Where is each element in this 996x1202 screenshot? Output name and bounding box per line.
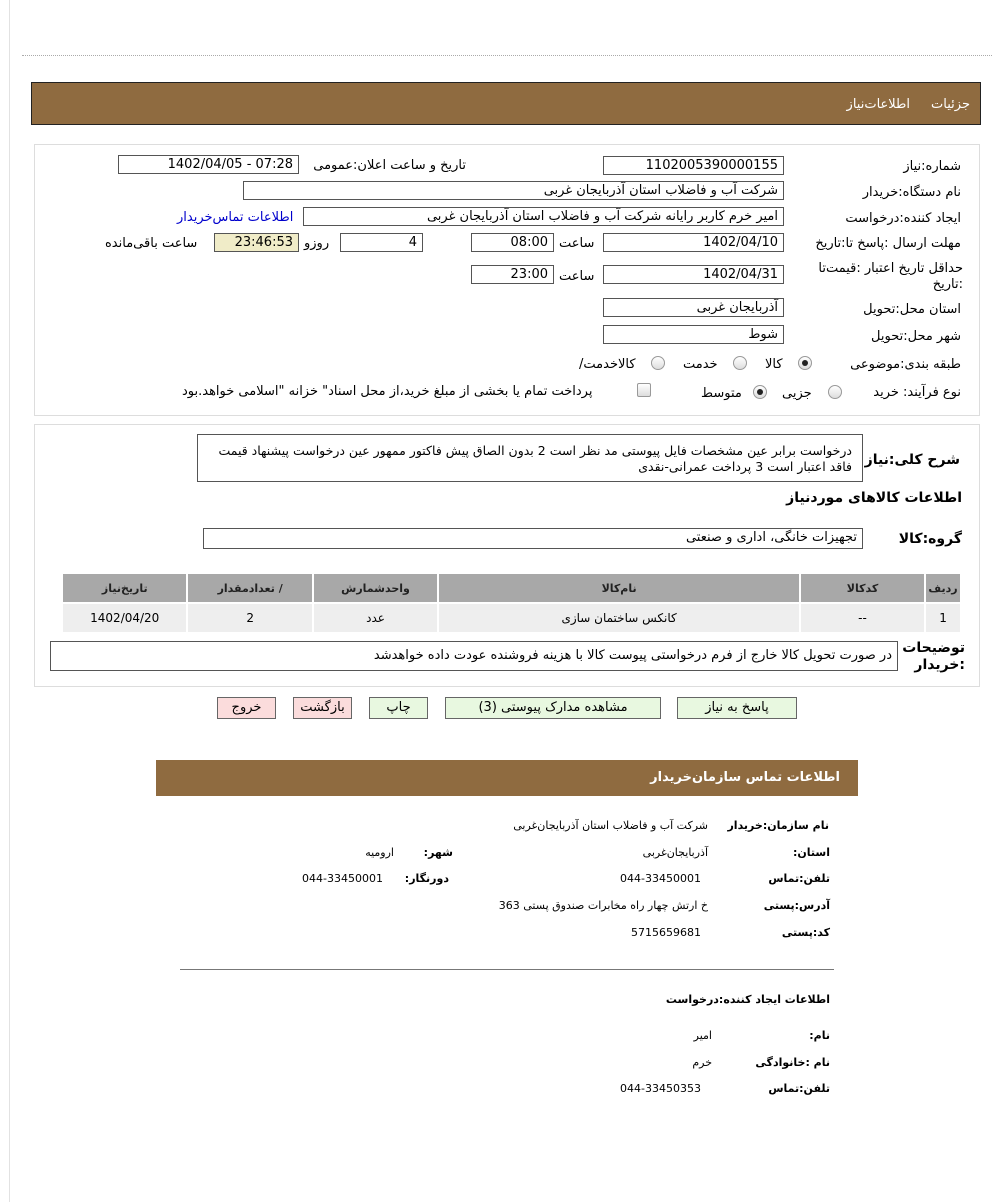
announce-label: تاریخ و ساعت اعلان:عمومی bbox=[313, 158, 466, 173]
reply-button[interactable]: پاسخ به نیاز bbox=[677, 697, 797, 719]
cell-unit: عدد bbox=[314, 604, 437, 632]
buyer-notes-label: توضیحات :خریدار bbox=[902, 640, 965, 673]
need-number-label: شماره:نیاز bbox=[903, 159, 961, 174]
cell-qty: 2 bbox=[188, 604, 311, 632]
items-table bbox=[61, 572, 962, 634]
validity-time-field bbox=[471, 265, 554, 284]
col-date: تاریخ‌نیاز bbox=[63, 574, 186, 602]
treasury-payment-checkbox[interactable] bbox=[637, 383, 651, 397]
contact-org-value: شرکت آب و فاضلاب استان آذربایجان‌غربی bbox=[513, 819, 708, 832]
remaining-value: 23:46:53 bbox=[234, 235, 293, 250]
category-radio-service[interactable] bbox=[733, 356, 747, 370]
contact-city-label: :شهر bbox=[423, 846, 453, 859]
table-row bbox=[63, 604, 960, 632]
deadline-time-label: ساعت bbox=[559, 236, 595, 251]
contact-address-label: آدرس:پستی bbox=[763, 899, 830, 912]
process-option-minor: جزیی bbox=[782, 386, 812, 401]
buyer-org-label: نام دستگاه:خریدار bbox=[862, 185, 961, 200]
col-name: نام‌کالا bbox=[439, 574, 799, 602]
province-label: استان محل:تحویل bbox=[863, 302, 961, 317]
category-option-goods-service: /کالاخدمت bbox=[579, 357, 636, 372]
contact-address-value: خ ارتش چهار راه مخابرات صندوق پستی 363 bbox=[498, 899, 708, 912]
creator-phone-label: تلفن:تماس bbox=[768, 1082, 830, 1095]
need-number-value: 1102005390000155 bbox=[645, 158, 778, 173]
left-border bbox=[9, 0, 10, 1202]
contact-phone-value: 044-33450001 bbox=[620, 872, 701, 885]
col-unit: واحدشمارش bbox=[314, 574, 437, 602]
contact-header-title: اطلاعات تماس سازمان‌خریدار bbox=[650, 770, 840, 785]
tab-need-info[interactable]: اطلاعات‌نیاز bbox=[846, 97, 910, 112]
deadline-date-value: 1402/04/10 bbox=[703, 235, 778, 250]
remaining-field bbox=[214, 233, 299, 252]
creator-name-label: :نام bbox=[809, 1029, 830, 1042]
creator-family-value: خرم bbox=[692, 1056, 712, 1069]
creator-phone-value: 044-33450353 bbox=[620, 1082, 701, 1095]
buyer-org-field: شرکت آب و فاضلاب استان آذربایجان غربی bbox=[243, 181, 784, 200]
print-button[interactable]: چاپ bbox=[369, 697, 428, 719]
deadline-date-field bbox=[603, 233, 784, 252]
category-option-service: خدمت bbox=[683, 357, 718, 372]
page-header-bar bbox=[31, 82, 981, 125]
buyer-contact-link[interactable]: اطلاعات تماس‌خریدار bbox=[177, 210, 294, 225]
process-radio-minor[interactable] bbox=[828, 385, 842, 399]
attachments-button[interactable]: مشاهده مدارک پیوستی (3) bbox=[445, 697, 661, 719]
col-row: ردیف bbox=[926, 574, 960, 602]
contact-postal-value: 5715659681 bbox=[631, 926, 701, 939]
contact-province-value: آذربایجان‌غربی bbox=[642, 846, 708, 859]
province-field: آذربایجان غربی bbox=[603, 298, 784, 317]
process-radio-medium[interactable] bbox=[753, 385, 767, 399]
need-number-field bbox=[603, 156, 784, 175]
goods-group-field: تجهیزات خانگی، اداری و صنعتی bbox=[203, 528, 863, 549]
top-separator bbox=[22, 55, 992, 56]
category-radio-goods-service[interactable] bbox=[651, 356, 665, 370]
deadline-time-field bbox=[471, 233, 554, 252]
back-button[interactable]: بازگشت bbox=[293, 697, 352, 719]
goods-info-title: اطلاعات کالاهای موردنیاز bbox=[786, 490, 962, 506]
contact-fax-label: :دورنگار bbox=[404, 872, 449, 885]
contact-fax-value: 044-33450001 bbox=[302, 872, 383, 885]
remaining-label: ساعت باقی‌مانده bbox=[105, 236, 198, 251]
validity-time-label: ساعت bbox=[559, 269, 595, 284]
process-option-medium: متوسط bbox=[701, 386, 742, 401]
city-label: شهر محل:تحویل bbox=[871, 329, 961, 344]
announce-value: 1402/04/05 - 07:28 bbox=[167, 157, 293, 172]
contact-divider bbox=[180, 969, 834, 970]
city-field: شوط bbox=[603, 325, 784, 344]
creator-label: ایجاد کننده:درخواست bbox=[845, 211, 961, 226]
cell-row: 1 bbox=[926, 604, 960, 632]
days-field bbox=[340, 233, 423, 252]
deadline-label: مهلت ارسال :پاسخ تا:تاریخ bbox=[815, 236, 961, 251]
validity-date-field bbox=[603, 265, 784, 284]
contact-province-label: :استان bbox=[792, 846, 830, 859]
description-text: درخواست برابر عین مشخصات فایل پیوستی مد نظر است 2 بدون الصاق پیش فاکتور ممهور عین درخواست پیشنهاد قیمت فاقد اعتبار است 3 پرداخت عمرانی-نقدی bbox=[218, 443, 852, 474]
description-label: شرح کلی:نیاز bbox=[864, 452, 960, 468]
cell-date: 1402/04/20 bbox=[63, 604, 186, 632]
cell-name: کانکس ساختمان سازی bbox=[439, 604, 799, 632]
contact-phone-label: تلفن:تماس bbox=[768, 872, 830, 885]
contact-postal-label: کد:پستی bbox=[781, 926, 830, 939]
creator-name-value: امیر bbox=[693, 1029, 712, 1042]
category-label: طبقه بندی:موضوعی bbox=[850, 357, 961, 372]
category-radio-goods[interactable] bbox=[798, 356, 812, 370]
contact-header-bar bbox=[156, 760, 858, 796]
col-qty: / تعدادمقدار bbox=[188, 574, 311, 602]
col-code: کدکالا bbox=[801, 574, 924, 602]
announce-field bbox=[118, 155, 299, 174]
days-label: روزو bbox=[304, 236, 330, 251]
validity-label: حداقل تاریخ اعتبار :قیمت‌تا :تاریخ bbox=[818, 261, 963, 292]
category-option-goods: کالا bbox=[765, 357, 783, 372]
tab-details[interactable]: جزئیات bbox=[931, 97, 970, 112]
buyer-notes-field: در صورت تحویل کالا خارج از فرم درخواستی پیوست کالا با هزینه فروشنده عودت داده خواهدشد bbox=[50, 641, 898, 671]
deadline-time-value: 08:00 bbox=[510, 235, 548, 250]
treasury-payment-note: پرداخت تمام یا بخشی از مبلغ خرید،از محل اسناد" خزانه "اسلامی خواهد.بود bbox=[182, 384, 593, 399]
items-table-header bbox=[63, 574, 960, 602]
contact-city-value: ارومیه bbox=[365, 846, 394, 859]
description-box bbox=[197, 434, 863, 482]
goods-group-label: گروه:کالا bbox=[898, 531, 962, 547]
creator-info-title: اطلاعات ایجاد کننده:درخواست bbox=[665, 993, 830, 1006]
creator-field: امیر خرم کاربر رایانه شرکت آب و فاضلاب استان آذربایجان غربی bbox=[303, 207, 784, 226]
days-value: 4 bbox=[408, 235, 417, 250]
validity-date-value: 1402/04/31 bbox=[703, 267, 778, 282]
validity-time-value: 23:00 bbox=[510, 267, 548, 282]
cell-code: -- bbox=[801, 604, 924, 632]
exit-button[interactable]: خروج bbox=[217, 697, 276, 719]
process-label: نوع فرآیند: خرید bbox=[873, 385, 961, 400]
creator-family-label: نام :خانوادگی bbox=[755, 1056, 830, 1069]
contact-org-label: نام سازمان:خریدار bbox=[727, 819, 829, 832]
